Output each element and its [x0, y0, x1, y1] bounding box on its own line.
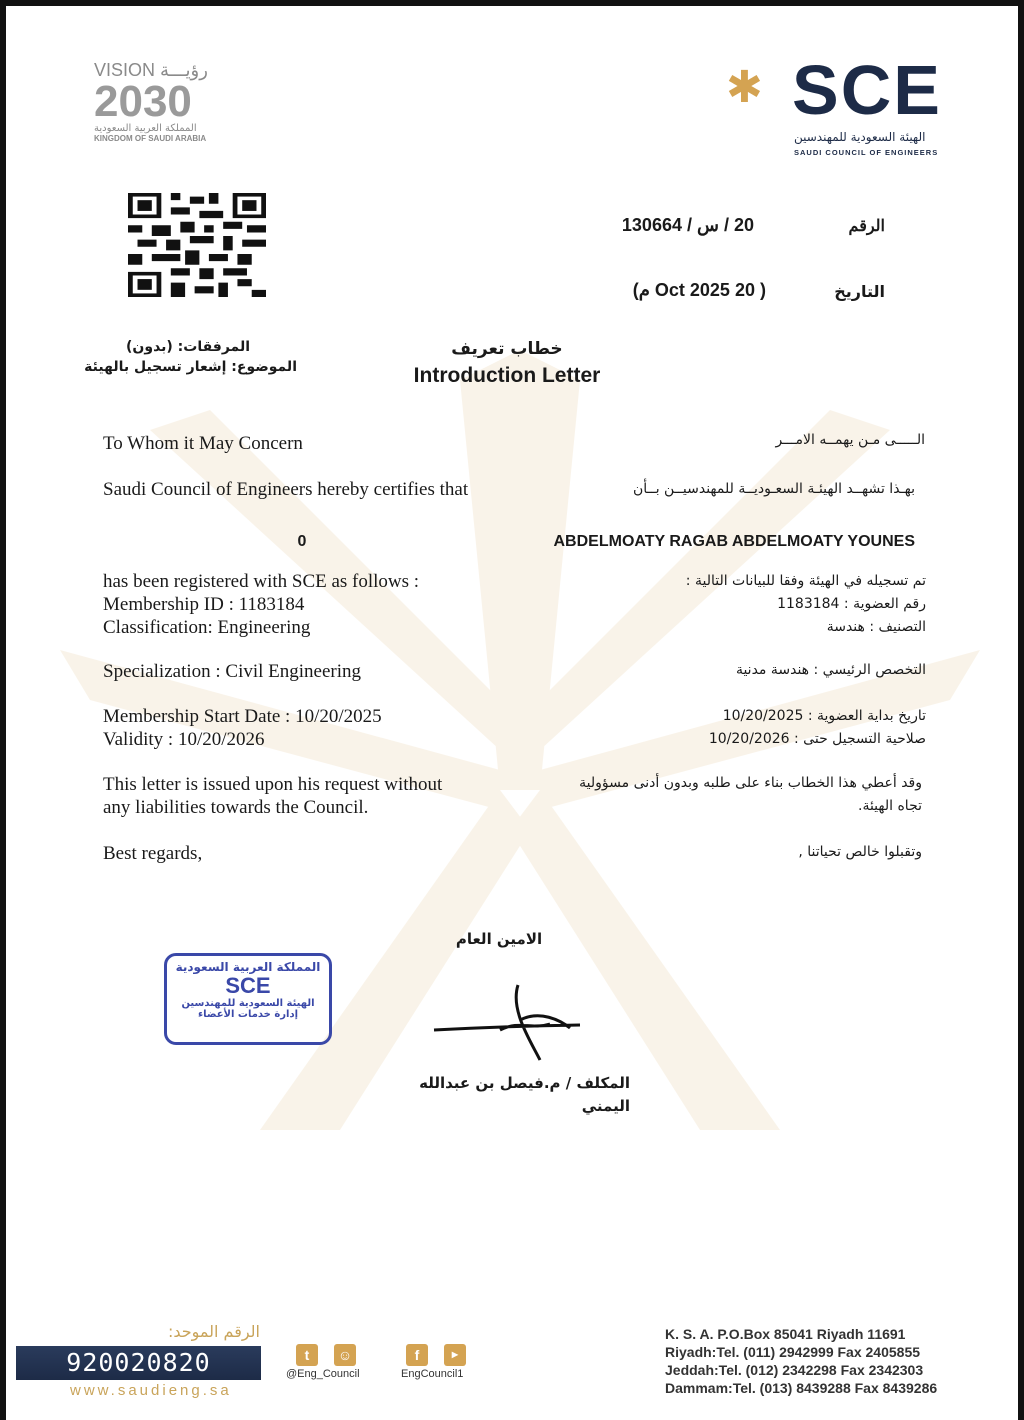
registration-details-en: has been registered with SCE as follows : Membership ID : 1183184 Classification: Engineering [103, 571, 420, 638]
palm-swords-icon: ✱ [726, 63, 763, 112]
subject: الموضوع: إشعار تسجيل بالهيئة [84, 359, 297, 375]
website-link[interactable]: www.saudieng.sa [70, 1382, 232, 1399]
specialization-en: Specialization : Civil Engineering [103, 661, 362, 682]
registration-details-ar: تم تسجيله في الهيئة وفقا للبيانات التالية : رقم العضوية : 1183184 التصنيف : هندسة [685, 573, 926, 635]
salutation-en: To Whom it May Concern [103, 433, 303, 454]
snapchat-icon[interactable]: ☺ [334, 1344, 356, 1366]
unified-number-label: الرقم الموحد: [167, 1322, 260, 1341]
twitter-handle[interactable]: @Eng_Council [286, 1368, 360, 1380]
signatory-title: الامين العام [455, 930, 543, 948]
handwritten-signature [430, 980, 590, 1065]
date-label: التاريخ [834, 282, 885, 301]
membership-dates-en: Membership Start Date : 10/20/2025 Validity : 10/20/2026 [103, 706, 382, 750]
signatory-name: المكلف / م.فيصل بن عبدالله اليمني [419, 1074, 630, 1115]
liability-en: This letter is issued upon his request without any liabilities towards the Council. [103, 774, 443, 818]
vision-2030-logo: VISION رؤيـــة 2030 المملكة العربية السعودية KINGDOM OF SAUDI ARABIA [94, 60, 208, 143]
facebook-handle[interactable]: EngCouncil1 [401, 1368, 464, 1380]
regards-en: Best regards, [103, 843, 203, 864]
twitter-icon[interactable]: t [296, 1344, 318, 1366]
certifies-en: Saudi Council of Engineers hereby certifies that [103, 479, 469, 500]
liability-ar: وقد أعطي هذا الخطاب بناء على طلبه وبدون أدنى مسؤولية تجاه الهيئة. [579, 775, 922, 814]
salutation-ar: الـــــى مـن يهمــه الامـــر [775, 432, 925, 448]
contact-address: K. S. A. P.O.Box 85041 Riyadh 11691 Riyadh:Tel. (011) 2942999 Fax 2405855 Jeddah:Tel. (012) 2342298 Fax 2342303 Dammam:Tel. (013) 8439288 Fax 8439286 [665, 1326, 938, 1396]
reference-number: 20 / س / 130664 [621, 215, 754, 235]
certifies-ar: بهـذا تشهــد الهيئـة السعـوديــة للمهندسيــن بــأن [632, 481, 915, 497]
engineer-name: ABDELMOATY RAGAB ABDELMOATY YOUNES [553, 533, 915, 550]
unified-number[interactable]: 920020820 [16, 1346, 261, 1380]
title-arabic: خطاب تعريف [451, 339, 563, 359]
specialization-ar: التخصص الرئيسي : هندسة مدنية [735, 662, 926, 678]
regards-ar: وتقبلوا خالص تحياتنا , [798, 844, 922, 860]
youtube-icon[interactable]: ▶ [444, 1344, 466, 1366]
reference-number-label: الرقم [848, 218, 885, 235]
title-english: Introduction Letter [413, 364, 601, 387]
official-stamp: المملكة العربية السعودية SCE الهيئة السعودية للمهندسين إدارة خدمات الأعضاء [164, 953, 332, 1045]
qr-code [128, 193, 266, 297]
attachments: المرفقات: (بدون) [126, 339, 250, 355]
facebook-icon[interactable]: f [406, 1344, 428, 1366]
name-left: 0 [297, 533, 307, 550]
issue-date: ( 20 Oct 2025 م) [632, 280, 766, 300]
membership-dates-ar: تاريخ بداية العضوية : 10/20/2025 صلاحية التسجيل حتى : 10/20/2026 [708, 708, 926, 747]
